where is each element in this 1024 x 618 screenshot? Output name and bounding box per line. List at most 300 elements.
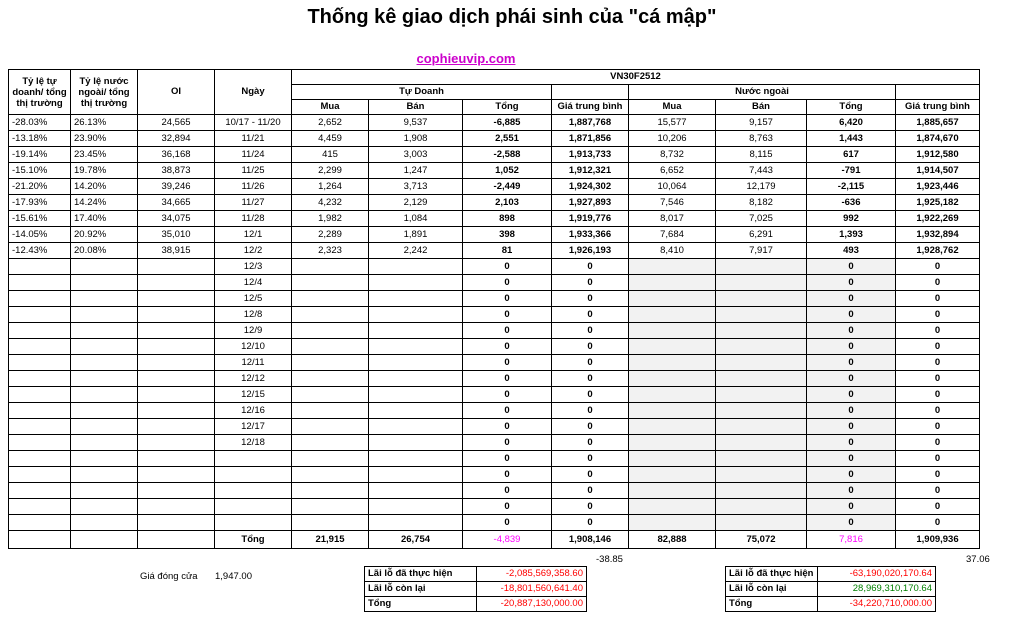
cell-ty-le-tu-doanh (9, 483, 71, 499)
cell-td-ban: 2,242 (369, 243, 463, 259)
cell-ngay (215, 467, 292, 483)
totals-blank (138, 531, 215, 549)
cell-td-tong: 0 (463, 515, 552, 531)
cell-ty-le-nuoc-ngoai (71, 499, 138, 515)
totals-blank (9, 531, 71, 549)
cell-nn-tong: -791 (807, 163, 896, 179)
cell-oi (138, 275, 215, 291)
header-nn-gia-tb: Giá trung bình (896, 100, 980, 115)
cell-td-tong: 0 (463, 323, 552, 339)
cell-td-gia-tb: 0 (552, 403, 629, 419)
cell-td-mua (292, 339, 369, 355)
cell-td-ban: 3,003 (369, 147, 463, 163)
header-td-ban: Bán (369, 100, 463, 115)
cell-td-gia-tb: 1,933,366 (552, 227, 629, 243)
cell-ty-le-nuoc-ngoai (71, 323, 138, 339)
cell-nn-mua (629, 483, 716, 499)
cell-ty-le-nuoc-ngoai (71, 467, 138, 483)
cell-td-ban (369, 291, 463, 307)
cell-td-gia-tb: 0 (552, 339, 629, 355)
cell-nn-ban (716, 259, 807, 275)
cell-nn-gia-tb: 0 (896, 483, 980, 499)
site-link[interactable]: cophieuvip.com (416, 51, 516, 66)
cell-nn-gia-tb: 0 (896, 403, 980, 419)
cell-nn-gia-tb: 0 (896, 307, 980, 323)
cell-ty-le-tu-doanh: -28.03% (9, 115, 71, 131)
cell-ty-le-nuoc-ngoai (71, 515, 138, 531)
cell-nn-mua (629, 403, 716, 419)
cell-nn-mua (629, 371, 716, 387)
cell-td-mua: 2,323 (292, 243, 369, 259)
table-row (9, 163, 980, 179)
derivatives-table (8, 69, 980, 549)
cell-td-mua (292, 323, 369, 339)
cell-ngay (215, 499, 292, 515)
cell-nn-mua: 10,064 (629, 179, 716, 195)
cell-td-gia-tb: 0 (552, 275, 629, 291)
pl-td-realized: -2,085,569,358.60 (477, 567, 587, 582)
cell-ty-le-nuoc-ngoai (71, 419, 138, 435)
cell-nn-mua (629, 467, 716, 483)
cell-nn-tong: 0 (807, 307, 896, 323)
pl-nn-realized-label: Lãi lỗ đã thực hiện (726, 567, 818, 582)
cell-nn-mua: 7,546 (629, 195, 716, 211)
header-oi: OI (138, 70, 215, 115)
cell-nn-ban: 7,917 (716, 243, 807, 259)
cell-td-mua (292, 419, 369, 435)
cell-td-gia-tb: 0 (552, 371, 629, 387)
pl-nn-remaining-label: Lãi lỗ còn lại (726, 582, 818, 597)
table-row (9, 499, 980, 515)
cell-ngay: 11/21 (215, 131, 292, 147)
cell-ty-le-nuoc-ngoai (71, 371, 138, 387)
cell-td-mua (292, 451, 369, 467)
cell-ngay: 11/27 (215, 195, 292, 211)
cell-td-mua (292, 515, 369, 531)
cell-nn-tong: 0 (807, 259, 896, 275)
header-nuoc-ngoai: Nước ngoài (629, 85, 896, 100)
totals-nn-mua: 82,888 (629, 531, 716, 549)
cell-nn-gia-tb: 0 (896, 467, 980, 483)
cell-nn-ban: 8,763 (716, 131, 807, 147)
cell-td-tong: -6,885 (463, 115, 552, 131)
table-row (9, 131, 980, 147)
cell-nn-tong: 0 (807, 371, 896, 387)
cell-ngay: 12/18 (215, 435, 292, 451)
cell-oi: 24,565 (138, 115, 215, 131)
closing-price-value: 1,947.00 (215, 571, 252, 582)
cell-nn-ban (716, 339, 807, 355)
cell-nn-gia-tb: 1,925,182 (896, 195, 980, 211)
cell-ty-le-tu-doanh (9, 355, 71, 371)
pl-nn-remaining: 28,969,310,170.64 (818, 582, 936, 597)
cell-td-mua (292, 435, 369, 451)
cell-ty-le-tu-doanh (9, 515, 71, 531)
cell-ty-le-tu-doanh (9, 323, 71, 339)
table-row (9, 371, 980, 387)
cell-td-mua (292, 259, 369, 275)
cell-ty-le-tu-doanh (9, 451, 71, 467)
cell-nn-ban: 8,115 (716, 147, 807, 163)
cell-ngay: 12/11 (215, 355, 292, 371)
cell-nn-gia-tb: 1,922,269 (896, 211, 980, 227)
cell-ty-le-tu-doanh: -13.18% (9, 131, 71, 147)
cell-oi (138, 403, 215, 419)
cell-ty-le-nuoc-ngoai (71, 275, 138, 291)
cell-nn-gia-tb: 0 (896, 371, 980, 387)
cell-nn-gia-tb: 0 (896, 435, 980, 451)
cell-td-gia-tb: 1,926,193 (552, 243, 629, 259)
cell-ty-le-nuoc-ngoai: 19.78% (71, 163, 138, 179)
cell-ty-le-nuoc-ngoai (71, 403, 138, 419)
cell-nn-ban (716, 291, 807, 307)
cell-ty-le-nuoc-ngoai (71, 451, 138, 467)
cell-nn-gia-tb: 1,923,446 (896, 179, 980, 195)
totals-td-gia-tb: 1,908,146 (552, 531, 629, 549)
cell-nn-mua (629, 387, 716, 403)
cell-ty-le-tu-doanh: -17.93% (9, 195, 71, 211)
cell-oi (138, 291, 215, 307)
cell-td-gia-tb: 0 (552, 259, 629, 275)
cell-td-mua (292, 499, 369, 515)
cell-td-ban (369, 387, 463, 403)
cell-nn-ban (716, 451, 807, 467)
cell-oi (138, 499, 215, 515)
cell-ty-le-nuoc-ngoai: 14.24% (71, 195, 138, 211)
totals-td-mua: 21,915 (292, 531, 369, 549)
cell-td-gia-tb: 0 (552, 387, 629, 403)
table-row (9, 275, 980, 291)
table-row (9, 291, 980, 307)
cell-td-ban (369, 307, 463, 323)
cell-nn-tong: 0 (807, 483, 896, 499)
cell-ty-le-tu-doanh (9, 499, 71, 515)
cell-ty-le-nuoc-ngoai: 26.13% (71, 115, 138, 131)
tu-doanh-summary-value: -38.85 (596, 554, 623, 565)
table-row (9, 227, 980, 243)
cell-td-mua (292, 371, 369, 387)
cell-nn-gia-tb: 1,885,657 (896, 115, 980, 131)
cell-td-gia-tb: 0 (552, 451, 629, 467)
cell-td-mua (292, 387, 369, 403)
cell-ty-le-tu-doanh (9, 467, 71, 483)
totals-nn-gia-tb: 1,909,936 (896, 531, 980, 549)
totals-blank (71, 531, 138, 549)
pl-nn-realized: -63,190,020,170.64 (818, 567, 936, 582)
cell-ty-le-tu-doanh (9, 371, 71, 387)
cell-td-ban (369, 339, 463, 355)
table-row (9, 323, 980, 339)
cell-td-tong: 0 (463, 435, 552, 451)
cell-td-gia-tb: 1,919,776 (552, 211, 629, 227)
cell-nn-mua: 8,017 (629, 211, 716, 227)
cell-td-ban (369, 435, 463, 451)
cell-td-ban (369, 403, 463, 419)
cell-ngay: 12/16 (215, 403, 292, 419)
cell-ty-le-tu-doanh (9, 419, 71, 435)
cell-td-ban: 3,713 (369, 179, 463, 195)
cell-ngay: 11/26 (215, 179, 292, 195)
table-row (9, 339, 980, 355)
cell-td-mua (292, 403, 369, 419)
table-row (9, 483, 980, 499)
cell-ty-le-nuoc-ngoai: 23.90% (71, 131, 138, 147)
cell-nn-tong: 0 (807, 323, 896, 339)
cell-nn-mua (629, 307, 716, 323)
cell-ty-le-tu-doanh: -15.10% (9, 163, 71, 179)
cell-ngay: 12/9 (215, 323, 292, 339)
cell-td-ban (369, 355, 463, 371)
totals-nn-ban: 75,072 (716, 531, 807, 549)
cell-nn-gia-tb: 0 (896, 499, 980, 515)
cell-td-mua: 2,299 (292, 163, 369, 179)
cell-nn-tong: 493 (807, 243, 896, 259)
cell-td-mua: 2,652 (292, 115, 369, 131)
cell-nn-gia-tb: 0 (896, 387, 980, 403)
cell-nn-gia-tb: 0 (896, 419, 980, 435)
cell-nn-ban (716, 387, 807, 403)
cell-td-mua (292, 307, 369, 323)
cell-nn-gia-tb: 0 (896, 451, 980, 467)
cell-td-tong: 0 (463, 259, 552, 275)
cell-ty-le-tu-doanh (9, 275, 71, 291)
cell-nn-tong: 0 (807, 499, 896, 515)
cell-nn-mua: 10,206 (629, 131, 716, 147)
cell-oi (138, 515, 215, 531)
cell-nn-mua (629, 259, 716, 275)
cell-nn-ban: 6,291 (716, 227, 807, 243)
cell-ty-le-tu-doanh (9, 435, 71, 451)
cell-td-tong: 0 (463, 291, 552, 307)
cell-ty-le-tu-doanh (9, 339, 71, 355)
cell-nn-mua (629, 275, 716, 291)
cell-td-gia-tb: 0 (552, 291, 629, 307)
table-row (9, 147, 980, 163)
cell-td-ban (369, 275, 463, 291)
header-nn-tong: Tổng (807, 100, 896, 115)
cell-ty-le-tu-doanh: -19.14% (9, 147, 71, 163)
cell-nn-tong: 6,420 (807, 115, 896, 131)
cell-td-gia-tb: 1,912,321 (552, 163, 629, 179)
cell-nn-ban (716, 499, 807, 515)
totals-nn-tong: 7,816 (807, 531, 896, 549)
cell-td-gia-tb: 0 (552, 323, 629, 339)
table-row (9, 115, 980, 131)
cell-nn-tong: -2,115 (807, 179, 896, 195)
cell-nn-ban (716, 371, 807, 387)
cell-nn-tong: 0 (807, 435, 896, 451)
cell-nn-ban: 7,025 (716, 211, 807, 227)
cell-ngay: 12/15 (215, 387, 292, 403)
cell-td-mua (292, 483, 369, 499)
cell-td-tong: 0 (463, 451, 552, 467)
cell-nn-ban (716, 323, 807, 339)
cell-nn-ban (716, 467, 807, 483)
cell-nn-tong: 0 (807, 387, 896, 403)
table-row (9, 515, 980, 531)
cell-oi (138, 339, 215, 355)
cell-td-ban (369, 259, 463, 275)
cell-td-gia-tb: 0 (552, 499, 629, 515)
cell-nn-gia-tb: 0 (896, 259, 980, 275)
cell-ty-le-nuoc-ngoai: 20.08% (71, 243, 138, 259)
cell-oi (138, 307, 215, 323)
table-row (9, 451, 980, 467)
cell-td-gia-tb: 0 (552, 419, 629, 435)
pl-td-remaining: -18,801,560,641.40 (477, 582, 587, 597)
cell-nn-ban (716, 515, 807, 531)
table-row (9, 307, 980, 323)
cell-td-tong: -2,449 (463, 179, 552, 195)
cell-nn-mua: 8,410 (629, 243, 716, 259)
cell-ty-le-nuoc-ngoai: 17.40% (71, 211, 138, 227)
totals-label: Tổng (215, 531, 292, 549)
cell-nn-mua: 8,732 (629, 147, 716, 163)
cell-oi (138, 419, 215, 435)
cell-oi (138, 483, 215, 499)
cell-nn-tong: 0 (807, 451, 896, 467)
cell-nn-ban: 7,443 (716, 163, 807, 179)
cell-td-ban (369, 371, 463, 387)
cell-nn-tong: 0 (807, 291, 896, 307)
cell-td-mua: 1,264 (292, 179, 369, 195)
totals-td-ban: 26,754 (369, 531, 463, 549)
table-row (9, 435, 980, 451)
cell-ty-le-tu-doanh (9, 387, 71, 403)
cell-ty-le-tu-doanh: -14.05% (9, 227, 71, 243)
header-ty-le-nuoc-ngoai: Tỷ lệ nước ngoài/ tổng thị trường (71, 70, 138, 115)
cell-ngay: 12/5 (215, 291, 292, 307)
cell-ngay (215, 515, 292, 531)
cell-td-mua: 1,982 (292, 211, 369, 227)
cell-ty-le-tu-doanh (9, 403, 71, 419)
cell-nn-gia-tb: 1,914,507 (896, 163, 980, 179)
cell-ty-le-tu-doanh: -15.61% (9, 211, 71, 227)
cell-ngay: 12/2 (215, 243, 292, 259)
cell-td-gia-tb: 1,871,856 (552, 131, 629, 147)
header-ty-le-tu-doanh: Tỷ lệ tự doanh/ tổng thị trường (9, 70, 71, 115)
cell-td-tong: 1,052 (463, 163, 552, 179)
cell-ngay: 11/25 (215, 163, 292, 179)
cell-td-ban (369, 467, 463, 483)
cell-ty-le-tu-doanh: -12.43% (9, 243, 71, 259)
cell-td-gia-tb: 1,887,768 (552, 115, 629, 131)
cell-td-mua: 415 (292, 147, 369, 163)
table-row (9, 259, 980, 275)
cell-oi: 38,873 (138, 163, 215, 179)
pl-tu-doanh-table (364, 566, 587, 612)
cell-nn-tong: 0 (807, 467, 896, 483)
cell-ty-le-nuoc-ngoai (71, 259, 138, 275)
cell-td-tong: 398 (463, 227, 552, 243)
cell-td-tong: 0 (463, 275, 552, 291)
header-td-gia-tb: Giá trung bình (552, 100, 629, 115)
pl-nn-total: -34,220,710,000.00 (818, 597, 936, 612)
cell-td-tong: -2,588 (463, 147, 552, 163)
table-row (9, 355, 980, 371)
cell-td-ban: 1,084 (369, 211, 463, 227)
pl-td-realized-label: Lãi lỗ đã thực hiện (365, 567, 477, 582)
cell-nn-mua (629, 339, 716, 355)
cell-oi (138, 371, 215, 387)
pl-td-total-label: Tổng (365, 597, 477, 612)
cell-oi (138, 451, 215, 467)
cell-td-gia-tb: 0 (552, 467, 629, 483)
cell-nn-mua (629, 355, 716, 371)
cell-ngay: 12/4 (215, 275, 292, 291)
table-row (9, 179, 980, 195)
cell-td-ban (369, 499, 463, 515)
cell-ngay: 10/17 - 11/20 (215, 115, 292, 131)
cell-td-gia-tb: 0 (552, 435, 629, 451)
cell-nn-mua (629, 323, 716, 339)
cell-oi: 38,915 (138, 243, 215, 259)
cell-nn-ban (716, 355, 807, 371)
cell-td-ban: 1,908 (369, 131, 463, 147)
totals-row (9, 531, 980, 549)
cell-td-tong: 0 (463, 483, 552, 499)
cell-td-ban (369, 483, 463, 499)
cell-td-tong: 0 (463, 339, 552, 355)
cell-td-tong: 0 (463, 467, 552, 483)
cell-nn-mua: 6,652 (629, 163, 716, 179)
table-row (9, 243, 980, 259)
cell-td-gia-tb: 1,913,733 (552, 147, 629, 163)
cell-ngay: 11/28 (215, 211, 292, 227)
cell-nn-tong: 0 (807, 339, 896, 355)
cell-nn-ban (716, 275, 807, 291)
cell-nn-gia-tb: 1,912,580 (896, 147, 980, 163)
cell-ngay: 12/8 (215, 307, 292, 323)
cell-nn-gia-tb: 0 (896, 355, 980, 371)
cell-nn-ban: 8,182 (716, 195, 807, 211)
cell-td-gia-tb: 0 (552, 355, 629, 371)
cell-nn-mua: 7,684 (629, 227, 716, 243)
cell-nn-ban (716, 435, 807, 451)
cell-ngay: 12/12 (215, 371, 292, 387)
cell-ngay: 12/1 (215, 227, 292, 243)
cell-ty-le-nuoc-ngoai: 20.92% (71, 227, 138, 243)
cell-nn-tong: 0 (807, 355, 896, 371)
header-contract: VN30F2512 (292, 70, 980, 85)
cell-ngay: 12/17 (215, 419, 292, 435)
cell-nn-tong: 0 (807, 419, 896, 435)
cell-td-gia-tb: 1,924,302 (552, 179, 629, 195)
cell-nn-mua: 15,577 (629, 115, 716, 131)
header-blank-2 (896, 85, 980, 100)
cell-td-gia-tb: 1,927,893 (552, 195, 629, 211)
table-row (9, 387, 980, 403)
cell-td-tong: 0 (463, 419, 552, 435)
cell-ngay (215, 451, 292, 467)
cell-ngay: 12/3 (215, 259, 292, 275)
table-body (9, 115, 980, 531)
cell-nn-ban (716, 483, 807, 499)
pl-nn-total-label: Tổng (726, 597, 818, 612)
cell-td-ban (369, 515, 463, 531)
cell-ty-le-nuoc-ngoai (71, 435, 138, 451)
pl-td-total: -20,887,130,000.00 (477, 597, 587, 612)
cell-ty-le-nuoc-ngoai (71, 307, 138, 323)
cell-oi: 35,010 (138, 227, 215, 243)
header-tu-doanh: Tự Doanh (292, 85, 552, 100)
cell-nn-gia-tb: 1,932,894 (896, 227, 980, 243)
cell-ty-le-nuoc-ngoai (71, 339, 138, 355)
cell-nn-mua (629, 451, 716, 467)
cell-oi (138, 435, 215, 451)
cell-oi: 32,894 (138, 131, 215, 147)
cell-nn-tong: 992 (807, 211, 896, 227)
